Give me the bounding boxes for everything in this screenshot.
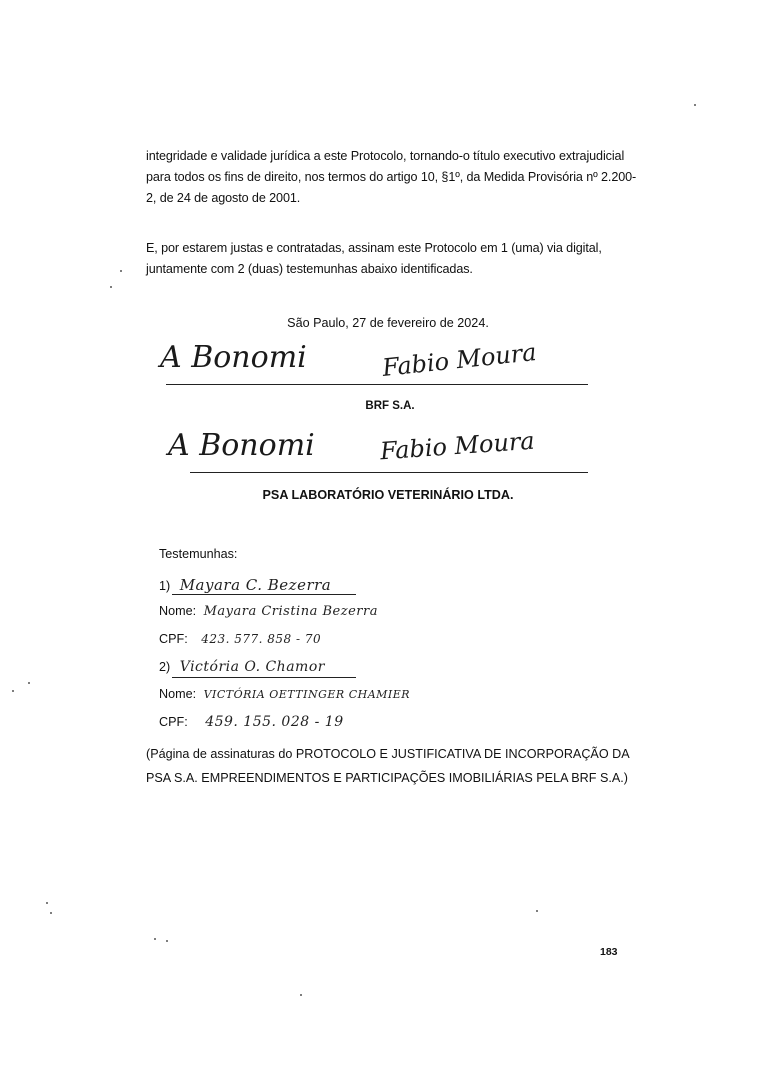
- witness-1-name-row: [159, 604, 378, 619]
- signature-party1-second: Fabio Moura: [380, 337, 538, 383]
- signature-page-note: [146, 742, 636, 790]
- scan-speck: [12, 690, 14, 692]
- scan-speck: [694, 104, 696, 106]
- witness-1-row: [159, 576, 331, 594]
- scan-speck: [154, 938, 156, 940]
- scan-speck: [50, 912, 52, 914]
- witnesses-heading: Testemunhas:: [159, 547, 238, 561]
- witness-2-cpf: 459. 155. 028 - 19: [205, 714, 344, 730]
- witness-1-cpf: 423. 577. 858 - 70: [201, 632, 322, 646]
- party1-name: BRF S.A.: [365, 400, 415, 412]
- paragraph-line: para todos os fins de direito, nos termos do artigo 10, §1º, da Medida Provisória nº 2.200-: [146, 170, 637, 184]
- witness-2-signature: Victória O. Chamor: [179, 659, 325, 675]
- witness-number: 1): [159, 579, 171, 593]
- witness-1-signature: Mayara C. Bezerra: [179, 576, 332, 594]
- scan-speck: [46, 902, 48, 904]
- cpf-label: CPF:: [159, 632, 188, 646]
- footer-line: PSA S.A. EMPREENDIMENTOS E PARTICIPAÇÕES IMOBILIÁRIAS PELA BRF S.A.): [146, 771, 628, 785]
- scan-speck: [300, 994, 302, 996]
- cpf-label: CPF:: [159, 715, 188, 729]
- paragraph-line: integridade e validade jurídica a este Protocolo, tornando-o título executivo extrajudicial: [146, 149, 625, 163]
- paragraph-agreement: [146, 238, 632, 280]
- scan-speck: [110, 286, 112, 288]
- witness-2-signature-line: [172, 677, 356, 678]
- signature-line-party2: [190, 472, 588, 473]
- witness-1-cpf-row: [159, 632, 321, 646]
- scan-speck: [166, 940, 168, 942]
- scan-speck: [536, 910, 538, 912]
- name-label: Nome:: [159, 687, 197, 701]
- name-label: Nome:: [159, 604, 197, 618]
- witness-1-signature-line: [172, 594, 356, 595]
- witness-2-name-row: [159, 687, 410, 701]
- paragraph-line: 2, de 24 de agosto de 2001.: [146, 191, 301, 205]
- witness-2-cpf-row: [159, 714, 344, 730]
- scan-speck: [28, 682, 30, 684]
- page-number: 183: [600, 946, 618, 958]
- party2-name: PSA LABORATÓRIO VETERINÁRIO LTDA.: [262, 488, 514, 502]
- witness-1-name: Mayara Cristina Bezerra: [203, 604, 378, 619]
- signature-party2-second: Fabio Moura: [379, 426, 536, 466]
- footer-line: (Página de assinaturas do PROTOCOLO E JUSTIFICATIVA DE INCORPORAÇÃO DA: [146, 747, 630, 761]
- paragraph-line: juntamente com 2 (duas) testemunhas abaixo identificadas.: [146, 262, 473, 276]
- signature-line-party1: [166, 384, 588, 385]
- signature-party2-first: A Bonomi: [168, 428, 315, 463]
- witness-2-row: [159, 659, 325, 675]
- witness-2-name: VICTÓRIA OETTINGER CHAMIER: [203, 688, 411, 701]
- scan-speck: [120, 270, 122, 272]
- paragraph-line: E, por estarem justas e contratadas, assinam este Protocolo em 1 (uma) via digital,: [146, 241, 602, 255]
- signature-party1-first: A Bonomi: [160, 340, 307, 375]
- paragraph-validity: [146, 146, 637, 209]
- witness-number: 2): [159, 660, 171, 674]
- date-line: São Paulo, 27 de fevereiro de 2024.: [287, 316, 489, 330]
